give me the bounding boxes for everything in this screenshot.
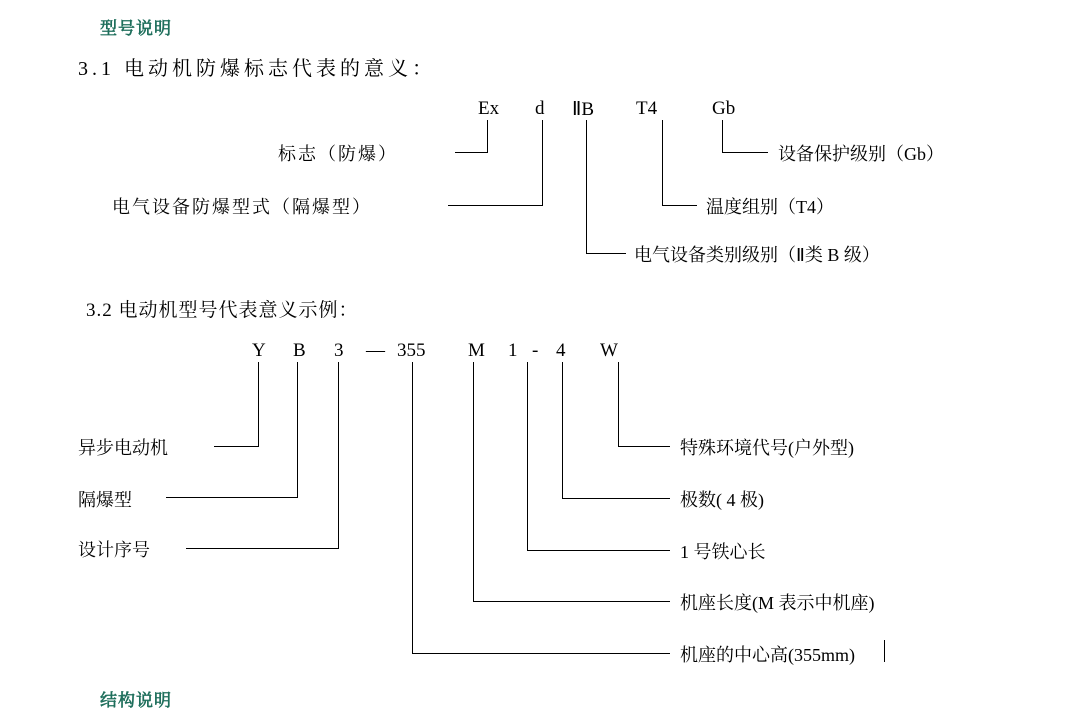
code-token-hyphen: - bbox=[532, 340, 539, 361]
leader-line-355-horizontal bbox=[412, 653, 670, 654]
code-token-ex: Ex bbox=[478, 98, 500, 119]
code-token-y: Y bbox=[252, 340, 266, 361]
code-token-b: B bbox=[293, 340, 306, 361]
leader-line-ex-vertical bbox=[487, 120, 488, 152]
leader-line-m-vertical bbox=[473, 362, 474, 601]
leader-line-ironcore-horizontal bbox=[527, 550, 670, 551]
code-token-iib: ⅡB bbox=[572, 99, 595, 120]
leader-line-d-horizontal bbox=[448, 205, 543, 206]
label-temperature-group: 温度组别（T4） bbox=[706, 197, 834, 217]
code-token-d: d bbox=[535, 98, 545, 119]
leader-line-ironcore-vertical bbox=[527, 362, 528, 550]
text-cursor bbox=[884, 640, 885, 662]
label-async-motor: 异步电动机 bbox=[78, 438, 168, 458]
code-token-m: M bbox=[468, 340, 485, 361]
code-token-w: W bbox=[600, 340, 618, 361]
label-mark-explosion-proof: 标志（防爆） bbox=[278, 144, 398, 164]
section-2-title: 3.2 电动机型号代表意义示例： bbox=[86, 300, 359, 321]
code-token-4: 4 bbox=[556, 340, 566, 361]
leader-line-y-horizontal bbox=[214, 446, 259, 447]
label-equipment-protection-level: 设备保护级别（Gb） bbox=[778, 144, 944, 164]
leader-line-m-horizontal bbox=[473, 601, 670, 602]
leader-line-iib-vertical bbox=[586, 120, 587, 253]
leader-line-gb-vertical bbox=[722, 120, 723, 152]
leader-line-b-vertical bbox=[297, 362, 298, 497]
leader-line-poles-horizontal bbox=[562, 498, 670, 499]
leader-line-y-vertical bbox=[258, 362, 259, 446]
page-title: 型号说明 bbox=[100, 19, 172, 38]
code-token-t4: T4 bbox=[636, 98, 658, 119]
code-token-355: 355 bbox=[397, 340, 426, 361]
label-frame-length: 机座长度(M 表示中机座) bbox=[680, 593, 875, 613]
label-iron-core-length: 1 号铁心长 bbox=[680, 542, 766, 562]
leader-line-t4-vertical bbox=[662, 120, 663, 205]
section-3-title: 结构说明 bbox=[100, 691, 172, 710]
section-1-title: 3.1 电动机防爆标志代表的意义： bbox=[78, 58, 436, 80]
code-token-1: 1 bbox=[508, 340, 518, 361]
leader-line-3-horizontal bbox=[186, 548, 339, 549]
leader-line-ex-horizontal bbox=[455, 152, 488, 153]
label-special-environment: 特殊环境代号(户外型) bbox=[680, 438, 854, 458]
label-flameproof-type: 隔爆型 bbox=[78, 490, 132, 510]
label-pole-number: 极数( 4 极) bbox=[680, 490, 764, 510]
leader-line-3-vertical bbox=[338, 362, 339, 548]
code-token-dash: — bbox=[366, 340, 385, 361]
code-token-3: 3 bbox=[334, 340, 344, 361]
label-equipment-category: 电气设备类别级别（Ⅱ类 B 级） bbox=[634, 245, 880, 265]
leader-line-gb-horizontal bbox=[722, 152, 768, 153]
label-frame-center-height: 机座的中心高(355mm) bbox=[680, 645, 855, 665]
label-equipment-type: 电气设备防爆型式（隔爆型） bbox=[112, 197, 372, 217]
leader-line-d-vertical bbox=[542, 120, 543, 205]
code-token-gb: Gb bbox=[712, 98, 736, 119]
leader-line-b-horizontal bbox=[166, 497, 298, 498]
leader-line-iib-horizontal bbox=[586, 253, 626, 254]
label-design-serial: 设计序号 bbox=[78, 540, 150, 560]
leader-line-environment-horizontal bbox=[618, 446, 670, 447]
leader-line-t4-horizontal bbox=[662, 205, 697, 206]
leader-line-poles-vertical bbox=[562, 362, 563, 498]
leader-line-355-vertical bbox=[412, 362, 413, 653]
leader-line-environment-vertical bbox=[618, 362, 619, 446]
